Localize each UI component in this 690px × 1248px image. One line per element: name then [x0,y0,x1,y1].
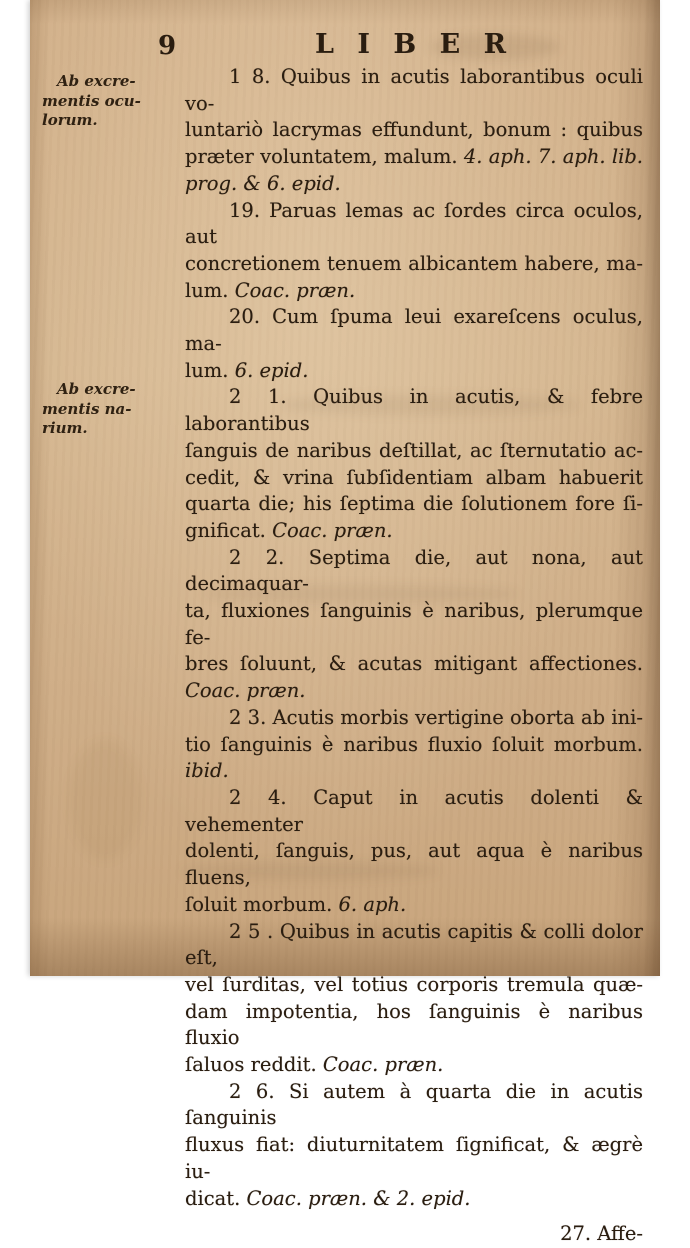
paragraph-19 [185,198,643,305]
margin-note-line: lorum. [42,111,98,129]
text-line [185,678,643,705]
body-text: ſanguis de naribus deſtillat, ac ſternutatio ac- [185,438,643,462]
paragraph-18 [185,64,643,198]
text-line [185,171,643,198]
citation-text: 4. aph. 7. aph. lib. [463,145,643,169]
text-line [185,198,643,251]
citation-text: Coac. præn. [322,1053,444,1077]
text-line [185,1186,643,1213]
text-line [185,1132,643,1185]
paper-stain [70,740,140,860]
text-line [185,465,643,492]
paragraph-22 [185,545,643,705]
text-line [185,384,643,437]
citation-text: Coac. præn. [185,679,306,703]
body-text: cedit, & vrina ſubſidentiam albam habuerit [185,465,643,489]
text-line [185,518,643,545]
catchword: 27. Affe- [560,1222,643,1246]
body-text: ta, fluxiones ſanguinis è naribus, plerumque fe- [185,599,643,649]
text-line [185,732,643,759]
text-line [185,278,643,305]
text-line [185,1052,643,1079]
text-line [185,838,643,891]
body-text: concretionem tenuem albicantem habere, ma- [185,251,643,275]
margin-note-line: Ab excre- [57,380,136,398]
body-text: tio ſanguinis è naribus fluxio ſoluit morbum. [185,732,643,756]
text-line [185,892,643,919]
body-text: dam impotentia, hos ſanguinis è naribus fluxio [185,999,643,1050]
body-text: ſoluit morbum. [185,892,339,916]
paragraph-23 [185,705,643,785]
body-text: lum. [185,358,235,382]
body-text: fluxus fiat: diuturnitatem ſignificat, & ægrè iu- [185,1133,643,1183]
body-text: dolenti, ſanguis, pus, aut aqua è naribus fluens, [185,839,643,890]
citation-text: ibid. [185,759,229,783]
body-text: luntariò lacrymas effundunt, bonum : quibus [185,118,643,142]
text-line [185,491,643,518]
margin-note-1 [42,72,180,131]
book-page [30,0,660,1246]
text-line [185,358,643,385]
body-text: 2 1. Quibus in acutis, & febre laborantibus [185,385,643,436]
body-text: lum. [185,278,235,302]
text-line [185,705,643,732]
body-text: 2 6. Si autem à quarta die in acutis ſanguinis [185,1079,643,1130]
text-line [185,598,643,651]
paragraph-25 [185,919,643,1079]
text-line [185,117,643,144]
text-line [185,64,643,117]
text-line [185,1079,643,1132]
body-text: 2 5 . Quibus in acutis capitis & colli dolor eſt, [185,919,643,970]
body-text: vel ſurditas, vel totius corporis tremula quæ- [185,972,643,996]
running-title: L I B E R [314,29,514,60]
paragraph-21 [185,384,643,544]
citation-text: Coac. præn. [272,518,393,542]
citation-text: Coac. præn. & 2. epid. [246,1186,471,1210]
margin-note-2 [42,380,180,439]
paragraph-26 [185,1079,643,1213]
body-text: dicat. [185,1186,247,1210]
text-line [185,144,643,171]
body-text: bres ſoluunt, & acutas mitigant affectiones. [185,652,643,676]
paragraph-24 [185,785,643,919]
text-line [185,651,643,678]
body-text: 1 8. Quibus in acutis laborantibus oculi vo- [185,65,643,115]
paragraphs-container [185,64,643,1212]
page-number: 9 [158,31,177,61]
body-text: 2 3. Acutis morbis vertigine oborta ab ini- [229,705,643,729]
body-text: gnificat. [185,518,273,542]
citation-text: 6. epid. [234,358,309,382]
margin-note-line: rium. [42,419,88,437]
text-line [185,304,643,357]
body-text: præter voluntatem, malum. [185,145,464,169]
citation-text: prog. & 6. epid. [185,171,341,195]
margin-note-line: mentis ocu- [42,91,141,110]
text-line [185,545,643,598]
text-column [185,64,643,1248]
citation-text: Coac. præn. [234,278,356,302]
text-line [185,972,643,999]
body-text: quarta die; his ſeptima die ſolutionem fore ſi- [185,492,643,516]
body-text: 2 4. Caput in acutis dolenti & vehementer [185,785,643,836]
text-line [185,999,643,1052]
text-line [185,758,643,785]
text-line [185,919,643,972]
text-line [185,785,643,838]
body-text: 19. Paruas lemas ac ſordes circa oculos, aut [185,198,643,249]
paragraph-20 [185,304,643,384]
text-line [185,251,643,278]
body-text: 20. Cum ſpuma leui exareſcens oculus, ma- [185,305,643,356]
body-text: 2 2. Septima die, aut nona, aut decimaquar- [185,545,643,596]
body-text: ſaluos reddit. [185,1053,323,1077]
margin-note-line: mentis na- [42,399,132,418]
margin-note-line: Ab excre- [57,72,136,90]
text-line [185,438,643,465]
citation-text: 6. aph. [338,892,407,916]
